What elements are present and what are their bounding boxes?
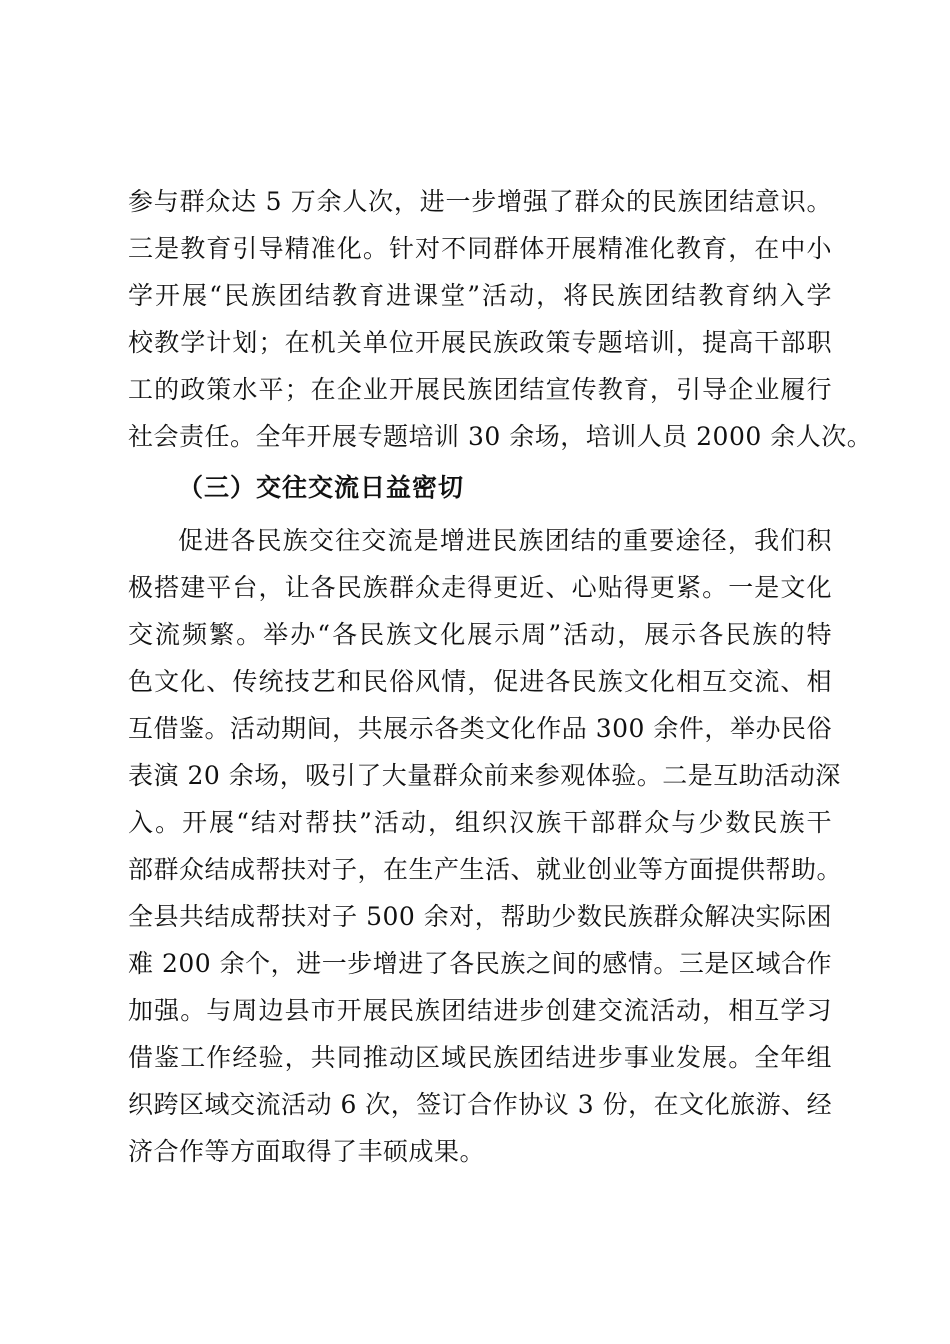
- paragraph-line: 全县共结成帮扶对子 500 余对，帮助少数民族群众解决实际困: [128, 902, 832, 931]
- paragraph-line: 三是教育引导精准化。针对不同群体开展精准化教育，在中小: [128, 234, 832, 263]
- paragraph-line: 难 200 余个，进一步增进了各民族之间的感情。三是区域合作: [128, 949, 832, 978]
- paragraph-line: 济合作等方面取得了丰硕成果。: [128, 1137, 486, 1166]
- paragraph-line: 部群众结成帮扶对子，在生产生活、就业创业等方面提供帮助。: [128, 855, 843, 884]
- paragraph-line: 交流频繁。举办“各民族文化展示周”活动，展示各民族的特: [128, 620, 832, 649]
- section-heading-block: [128, 457, 832, 515]
- section-heading: （三）交往交流日益密切: [178, 473, 465, 502]
- paragraph-line: 织跨区域交流活动 6 次，签订合作协议 3 份，在文化旅游、经: [128, 1090, 833, 1119]
- paragraph-line: 加强。与周边县市开展民族团结进步创建交流活动，相互学习: [128, 996, 832, 1025]
- paragraph-line: 工的政策水平；在企业开展民族团结宣传教育，引导企业履行: [128, 375, 832, 404]
- paragraph-line: 色文化、传统技艺和民俗风情，促进各民族文化相互交流、相: [128, 667, 832, 696]
- paragraph-line: 社会责任。全年开展专题培训 30 余场，培训人员 2000 余人次。: [128, 422, 873, 451]
- paragraph-exchange: [128, 517, 843, 1175]
- paragraph-line: 极搭建平台，让各民族群众走得更近、心贴得更紧。一是文化: [128, 573, 832, 602]
- paragraph-line: 学开展“民族团结教育进课堂”活动，将民族团结教育纳入学: [128, 281, 832, 310]
- paragraph-line: 互借鉴。活动期间，共展示各类文化作品 300 余件，举办民俗: [128, 714, 832, 743]
- paragraph-line: 促进各民族交往交流是增进民族团结的重要途径，我们积: [178, 526, 832, 555]
- paragraph-education: [128, 178, 873, 460]
- paragraph-line: 校教学计划；在机关单位开展民族政策专题培训，提高干部职: [128, 328, 832, 357]
- paragraph-line: 入。开展“结对帮扶”活动，组织汉族干部群众与少数民族干: [128, 808, 832, 837]
- paragraph-line: 参与群众达 5 万余人次，进一步增强了群众的民族团结意识。: [128, 187, 832, 216]
- paragraph-line: 借鉴工作经验，共同推动区域民族团结进步事业发展。全年组: [128, 1043, 832, 1072]
- paragraph-line: 表演 20 余场，吸引了大量群众前来参观体验。二是互助活动深: [128, 761, 841, 790]
